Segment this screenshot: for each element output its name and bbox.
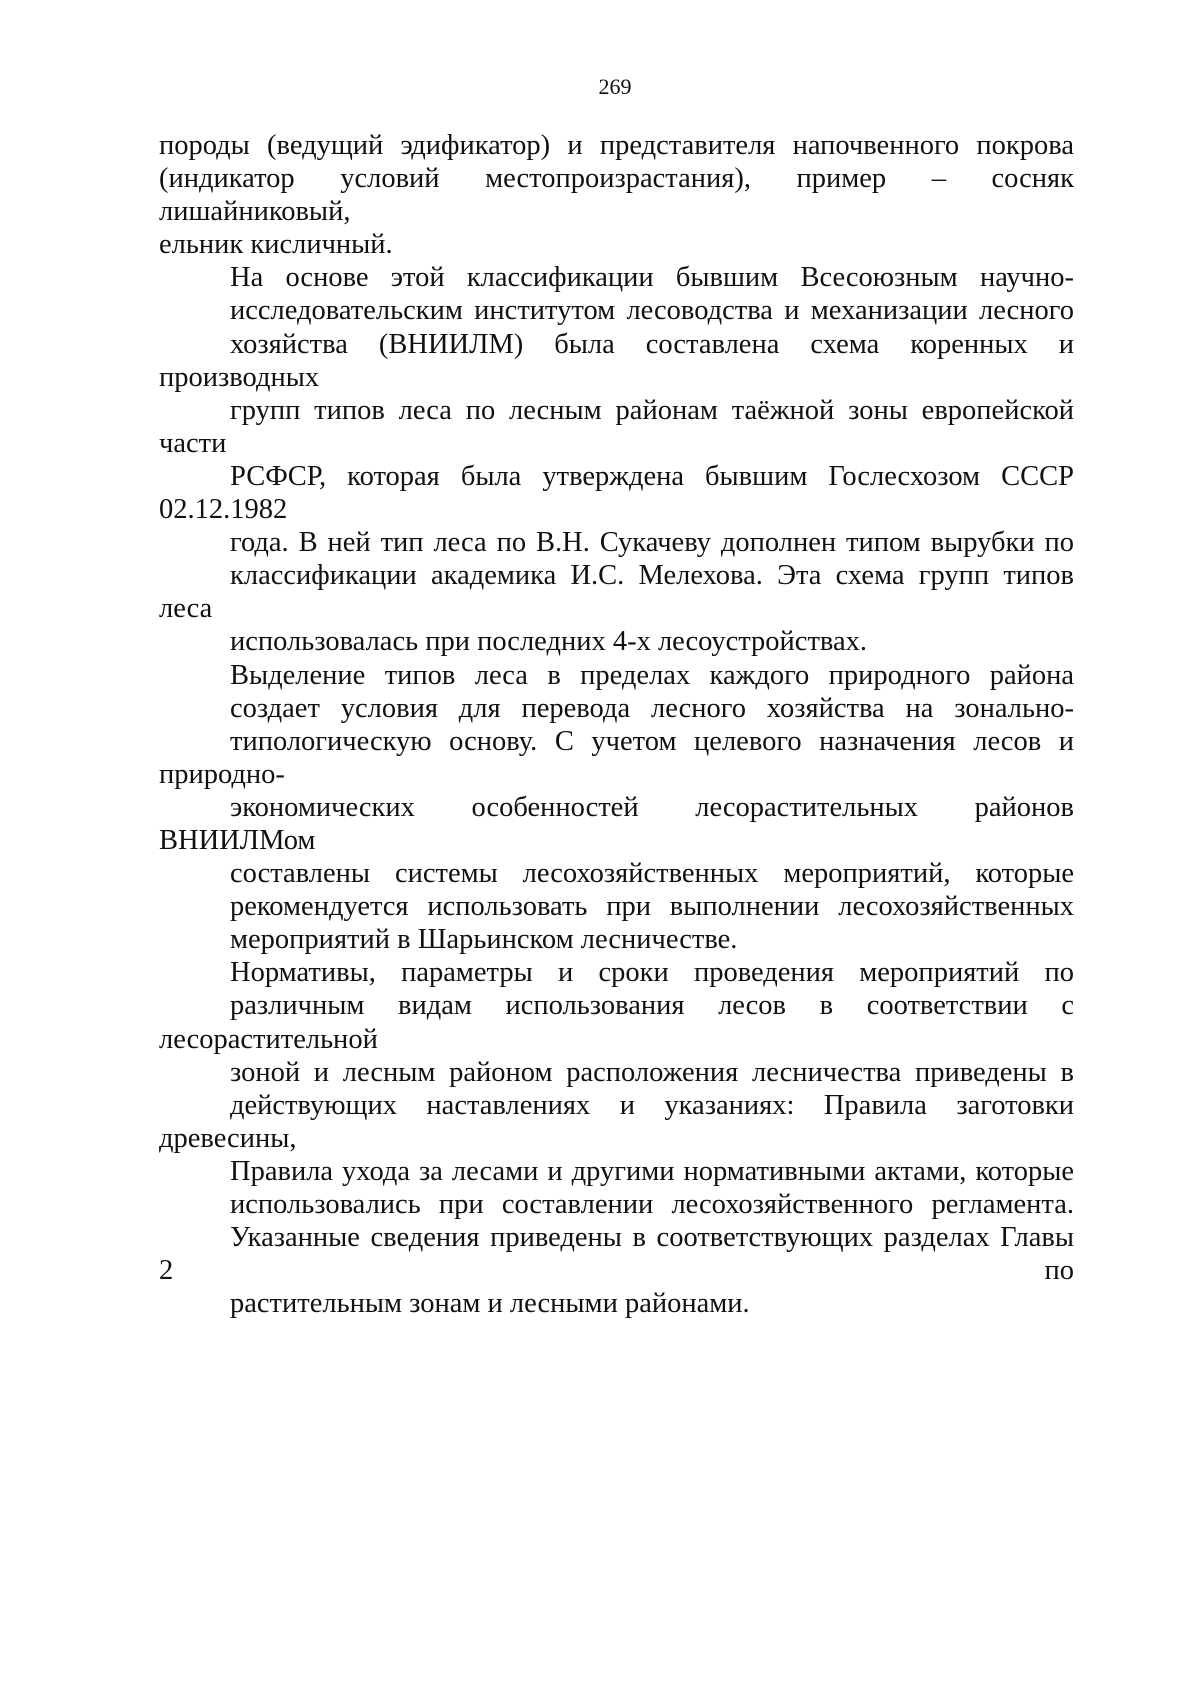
body-text	[159, 129, 1074, 1320]
paragraph	[159, 956, 1074, 1320]
text-line: хозяйства (ВНИИЛМ) была составлена схема коренных и производных	[159, 328, 1074, 393]
text-line: РСФСР, которая была утверждена бывшим Гослесхозом СССР 02.12.1982	[159, 460, 1074, 526]
text-line: исследовательским институтом лесоводства и механизации лесного	[230, 295, 1074, 327]
text-line: экономических особенностей лесорастительных районов ВНИИЛМом	[159, 791, 1074, 856]
text-line: На основе этой классификации бывшим Всесоюзным научно-	[230, 262, 1074, 294]
text-line: типологическую основу. С учетом целевого назначения лесов и природно-	[159, 725, 1074, 790]
text-line: Указанные сведения приведены в соответствующих разделах Главы 2 по	[159, 1222, 1074, 1287]
text-line: мероприятий в Шарьинском лесничестве.	[230, 924, 738, 956]
text-line: Нормативы, параметры и сроки проведения мероприятий по	[230, 957, 1074, 989]
text-line: действующих наставлениях и указаниях: Правила заготовки древесины,	[159, 1089, 1074, 1154]
paragraph	[159, 659, 1074, 957]
text-line: растительным зонам и лесными районами.	[230, 1288, 750, 1320]
text-line: (индикатор условий местопроизрастания), пример – сосняк лишайниковый,	[159, 163, 1074, 228]
text-line: групп типов леса по лесным районам таёжной зоны европейской части	[159, 394, 1074, 459]
text-line: Правила ухода за лесами и другими нормативными актами, которые	[230, 1155, 1074, 1187]
text-line: зоной и лесным районом расположения лесничества приведены в	[230, 1056, 1074, 1088]
text-line: рекомендуется использовать при выполнении лесохозяйственных	[230, 891, 1074, 923]
page-number: 269	[598, 74, 632, 99]
text-line: составлены системы лесохозяйственных мероприятий, которые	[230, 858, 1074, 890]
text-line: использовались при составлении лесохозяйственного регламента.	[230, 1189, 1074, 1220]
text-line: породы (ведущий эдификатор) и представителя напочвенного покрова	[159, 130, 1074, 161]
text-line: Выделение типов леса в пределах каждого природного района	[230, 659, 1074, 691]
text-line: создает условия для перевода лесного хозяйства на зонально-	[230, 692, 1074, 724]
paragraph	[159, 261, 1074, 658]
text-line: года. В ней тип леса по В.Н. Сукачеву дополнен типом вырубки по	[230, 527, 1074, 559]
text-line: ельник кисличный.	[159, 229, 393, 261]
text-line: использовалась при последних 4-х лесоустройствах.	[230, 626, 868, 658]
paragraph	[159, 129, 1074, 261]
text-line: классификации академика И.С. Мелехова. Эта схема групп типов леса	[159, 560, 1074, 625]
text-line: различным видам использования лесов в соответствии с лесорастительной	[159, 990, 1074, 1055]
